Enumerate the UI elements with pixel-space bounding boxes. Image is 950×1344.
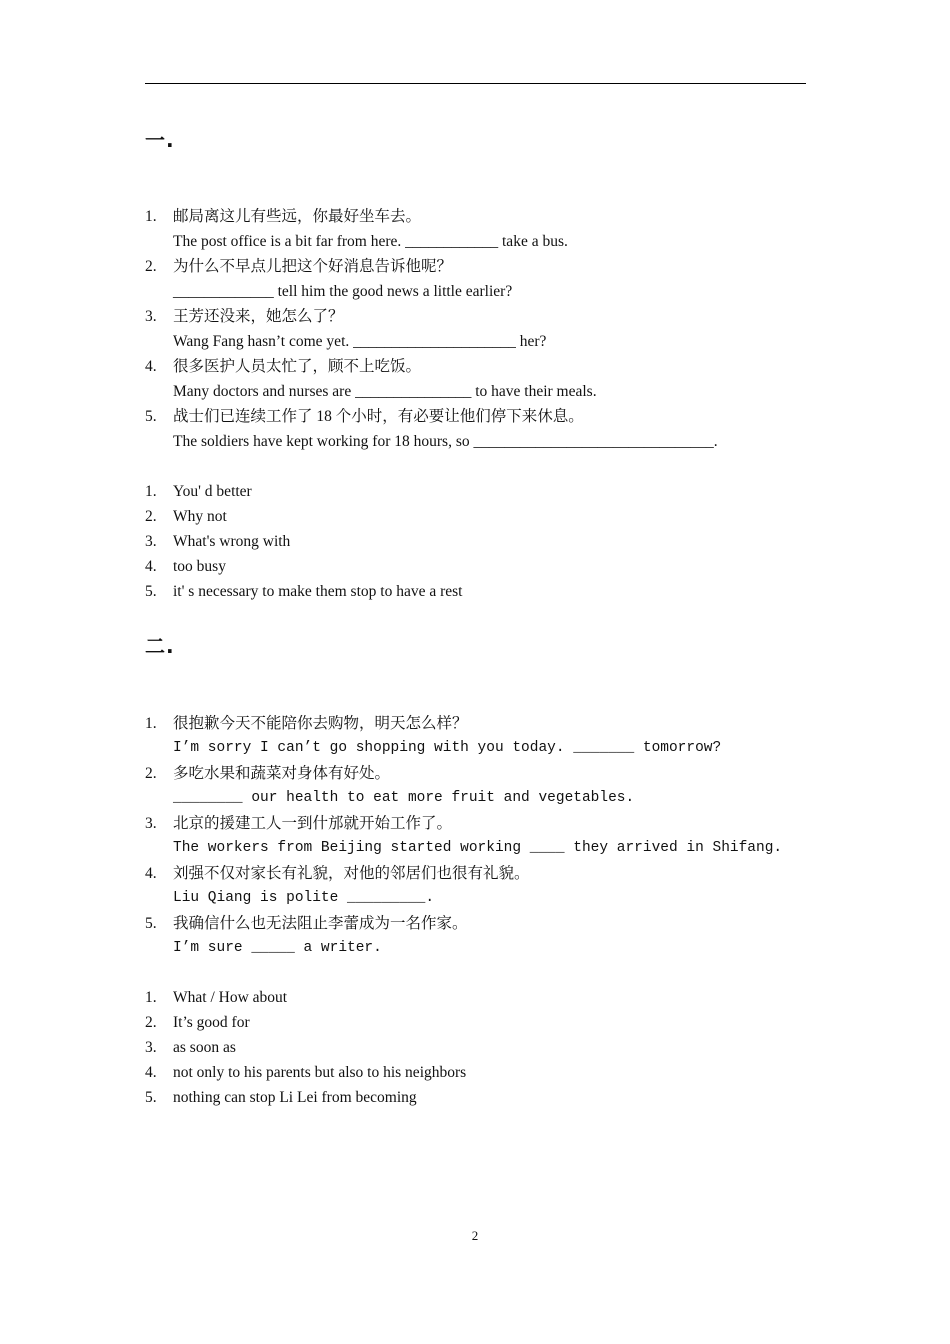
question-english: I’m sure _____ a writer. (173, 940, 382, 956)
question-zh (145, 761, 845, 786)
question-chinese: 很抱歉今天不能陪你去购物，明天怎么样？ (173, 715, 468, 732)
question-english: The workers from Beijing started working ____ they arrived in Shifang. (173, 840, 783, 856)
answer-item (145, 985, 845, 1010)
question-en (145, 736, 845, 761)
question-number: 2. (145, 258, 157, 275)
question-en (145, 379, 845, 404)
question-zh (145, 861, 845, 886)
answer-text: nothing can stop Li Lei from becoming (173, 1089, 417, 1106)
question-english: _____________ tell him the good news a little earlier? (173, 283, 513, 300)
answer-number: 3. (145, 533, 157, 550)
question-number: 3. (145, 815, 157, 832)
question-zh (145, 204, 845, 229)
answer-item (145, 1060, 845, 1085)
question-number: 3. (145, 308, 157, 325)
answer-text: it' s necessary to make them stop to have a rest (173, 583, 463, 600)
section-1-heading: 一. (145, 128, 175, 152)
answer-number: 1. (145, 989, 157, 1006)
answer-text: too busy (173, 558, 226, 575)
question-english: Many doctors and nurses are _______________ to have their meals. (173, 383, 597, 400)
page-number: 2 (471, 1228, 479, 1243)
answer-item (145, 579, 845, 604)
question-chinese: 战士们已连续工作了 18 个小时，有必要让他们停下来休息。 (173, 408, 584, 425)
question-number: 1. (145, 208, 157, 225)
question-chinese: 很多医护人员太忙了，顾不上吃饭。 (173, 358, 422, 375)
question-chinese: 北京的援建工人一到什邡就开始工作了。 (173, 815, 453, 832)
question-english: I’m sorry I can’t go shopping with you today. _______ tomorrow? (173, 740, 722, 756)
answer-item (145, 554, 845, 579)
answer-number: 4. (145, 558, 157, 575)
section-1-answers (145, 479, 845, 604)
question-en (145, 786, 845, 811)
question-en (145, 836, 845, 861)
answer-number: 3. (145, 1039, 157, 1056)
question-chinese: 我确信什么也无法阻止李蕾成为一名作家。 (173, 915, 468, 932)
question-number: 2. (145, 765, 157, 782)
question-zh (145, 911, 845, 936)
answer-number: 1. (145, 483, 157, 500)
answer-text: Why not (173, 508, 227, 525)
question-en (145, 429, 845, 454)
section-1-questions (145, 204, 845, 454)
header-rule (145, 83, 806, 84)
question-zh (145, 354, 845, 379)
question-number: 5. (145, 408, 157, 425)
answer-text: What's wrong with (173, 533, 291, 550)
question-english: The soldiers have kept working for 18 hours, so _______________________________. (173, 433, 718, 450)
question-zh (145, 254, 845, 279)
question-english: ________ our health to eat more fruit and vegetables. (173, 790, 635, 806)
question-chinese: 王芳还没来，她怎么了？ (173, 308, 344, 325)
question-chinese: 邮局离这儿有些远，你最好坐车去。 (173, 208, 422, 225)
question-en (145, 886, 845, 911)
question-chinese: 多吃水果和蔬菜对身体有好处。 (173, 765, 391, 782)
answer-item (145, 1085, 845, 1110)
question-english: Liu Qiang is polite _________. (173, 890, 435, 906)
answer-number: 2. (145, 508, 157, 525)
answer-number: 5. (145, 583, 157, 600)
question-number: 4. (145, 865, 157, 882)
answer-item (145, 529, 845, 554)
question-en (145, 936, 845, 961)
question-number: 5. (145, 915, 157, 932)
answer-text: It’s good for (173, 1014, 250, 1031)
answer-item (145, 1010, 845, 1035)
question-chinese: 刘强不仅对家长有礼貌，对他的邻居们也很有礼貌。 (173, 865, 530, 882)
answer-item (145, 504, 845, 529)
question-en (145, 329, 845, 354)
answer-text: What / How about (173, 989, 288, 1006)
question-zh (145, 811, 845, 836)
answer-number: 5. (145, 1089, 157, 1106)
question-en (145, 279, 845, 304)
question-en (145, 229, 845, 254)
section-2-answers (145, 985, 845, 1110)
section-2-questions (145, 711, 845, 961)
answer-text: as soon as (173, 1039, 236, 1056)
answer-text: not only to his parents but also to his neighbors (173, 1064, 467, 1081)
question-zh (145, 711, 845, 736)
answer-item (145, 1035, 845, 1060)
section-2-heading: 二. (145, 634, 175, 658)
answer-number: 4. (145, 1064, 157, 1081)
question-chinese: 为什么不早点儿把这个好消息告诉他呢？ (173, 258, 453, 275)
answer-number: 2. (145, 1014, 157, 1031)
question-number: 1. (145, 715, 157, 732)
question-english: The post office is a bit far from here. ____________ take a bus. (173, 233, 568, 250)
answer-text: You' d better (173, 483, 252, 500)
answer-item (145, 479, 845, 504)
question-english: Wang Fang hasn’t come yet. _____________________ her? (173, 333, 547, 350)
question-zh (145, 304, 845, 329)
question-zh (145, 404, 845, 429)
question-number: 4. (145, 358, 157, 375)
